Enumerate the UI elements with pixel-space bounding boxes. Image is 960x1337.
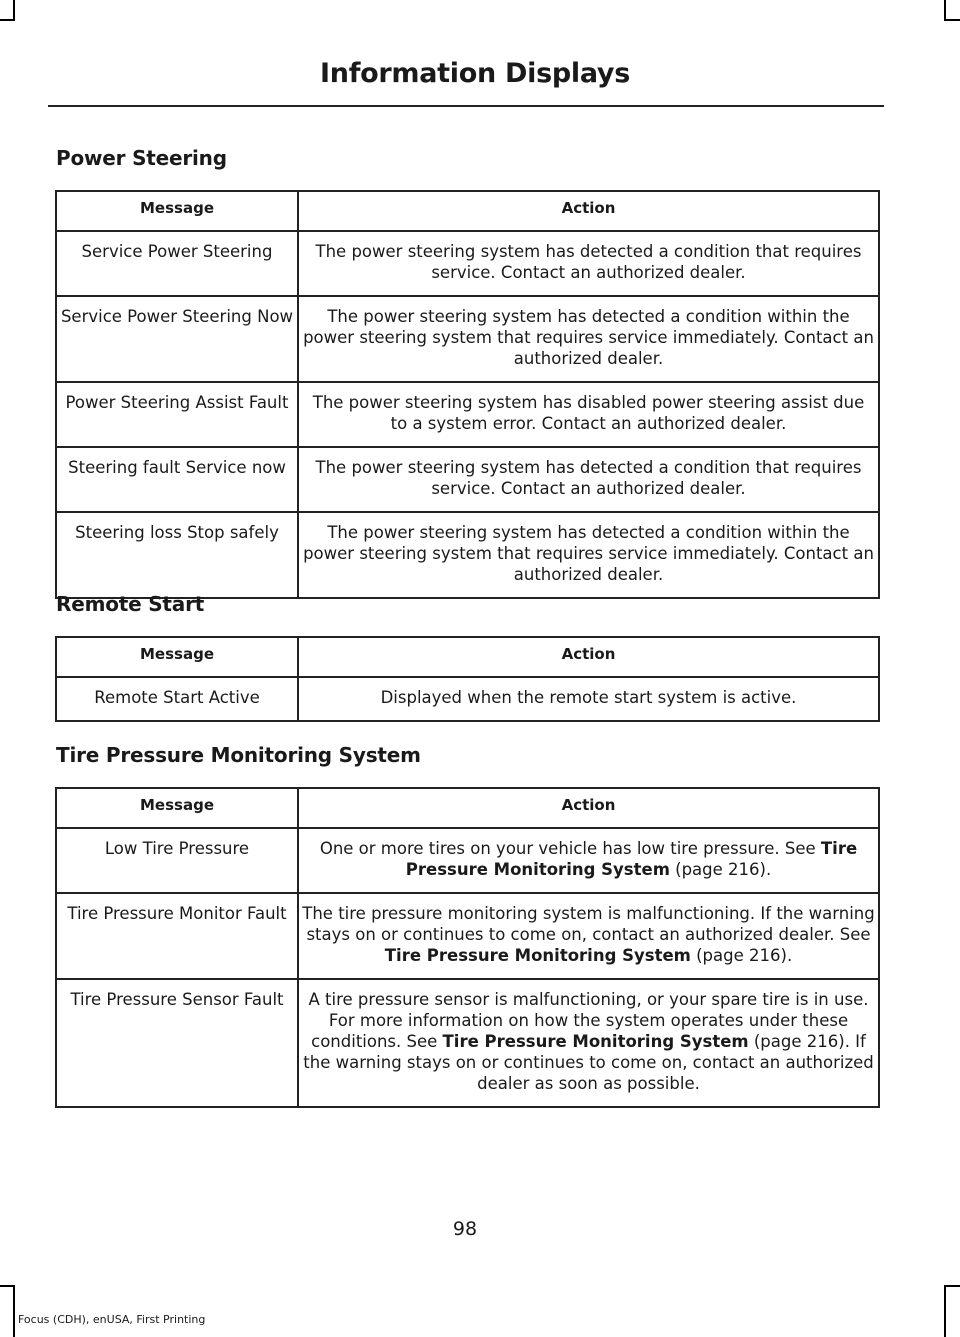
section-heading-power-steering: Power Steering (56, 146, 227, 170)
action-cell (298, 979, 879, 1107)
crop-mark (944, 19, 960, 21)
message-cell: Steering loss Stop safely (56, 512, 298, 598)
action-text: The tire pressure monitoring system is malfunctioning. If the warning stays on or continues to come on, contact an authorized dealer. See (302, 904, 875, 944)
action-cell (298, 828, 879, 893)
section-heading-remote-start: Remote Start (56, 592, 205, 616)
page-reference: (page 216). (690, 946, 793, 965)
action-text: One or more tires on your vehicle has low tire pressure. See (319, 839, 821, 858)
column-header-message: Message (56, 191, 298, 231)
cross-reference-link[interactable]: Tire Pressure Monitoring System (384, 946, 691, 965)
table-header-row (56, 637, 879, 677)
cross-reference-link[interactable]: Tire Pressure Monitoring System (442, 1032, 749, 1051)
section-heading-tire-pressure: Tire Pressure Monitoring System (56, 743, 421, 767)
crop-mark (944, 0, 946, 19)
crop-mark (0, 1285, 15, 1287)
action-text: A tire pressure sensor is malfunctioning, or your spare tire is in use. For more information on how the system operates under these conditions. See (308, 990, 869, 1051)
table-row (56, 296, 879, 382)
printing-info: Focus (CDH), enUSA, First Printing (18, 1313, 206, 1326)
message-cell: Steering fault Service now (56, 447, 298, 512)
crop-mark (0, 19, 15, 21)
crop-mark (13, 1285, 15, 1337)
table-row (56, 979, 879, 1107)
message-cell: Remote Start Active (56, 677, 298, 721)
table-row (56, 512, 879, 598)
crop-mark (944, 1285, 946, 1337)
column-header-action: Action (298, 637, 879, 677)
message-cell: Tire Pressure Monitor Fault (56, 893, 298, 979)
action-cell: The power steering system has detected a condition within the power steering system that requires service immediately. Contact an authorized dealer. (298, 512, 879, 598)
page-reference: (page 216). (669, 860, 772, 879)
action-cell: The power steering system has detected a condition within the power steering system that requires service immediately. Contact an authorized dealer. (298, 296, 879, 382)
crop-mark (944, 1285, 960, 1287)
action-cell: The power steering system has detected a condition that requires service. Contact an authorized dealer. (298, 231, 879, 296)
column-header-action: Action (298, 191, 879, 231)
action-cell: The power steering system has detected a condition that requires service. Contact an authorized dealer. (298, 447, 879, 512)
message-cell: Service Power Steering (56, 231, 298, 296)
column-header-action: Action (298, 788, 879, 828)
message-cell: Low Tire Pressure (56, 828, 298, 893)
table-header-row (56, 191, 879, 231)
action-cell: The power steering system has disabled power steering assist due to a system error. Contact an authorized dealer. (298, 382, 879, 447)
action-text: (page 216). If the warning stays on or continues to come on, contact an authorized dealer as soon as possible. (303, 1032, 874, 1093)
table-header-row (56, 788, 879, 828)
action-cell: Displayed when the remote start system is active. (298, 677, 879, 721)
table-row (56, 231, 879, 296)
column-header-message: Message (56, 637, 298, 677)
tire-pressure-table (55, 787, 880, 1108)
power-steering-table (55, 190, 880, 599)
message-cell: Tire Pressure Sensor Fault (56, 979, 298, 1107)
column-header-message: Message (56, 788, 298, 828)
table-row (56, 447, 879, 512)
message-cell: Service Power Steering Now (56, 296, 298, 382)
action-cell (298, 893, 879, 979)
table-row (56, 828, 879, 893)
remote-start-table (55, 636, 880, 722)
header-divider (48, 105, 884, 107)
table-row (56, 893, 879, 979)
crop-mark (13, 0, 15, 19)
page-number: 98 (452, 1218, 478, 1240)
table-row (56, 677, 879, 721)
table-row (56, 382, 879, 447)
message-cell: Power Steering Assist Fault (56, 382, 298, 447)
cross-reference-link[interactable]: Tire Pressure Monitoring System (405, 839, 858, 879)
page-title: Information Displays (320, 58, 630, 89)
